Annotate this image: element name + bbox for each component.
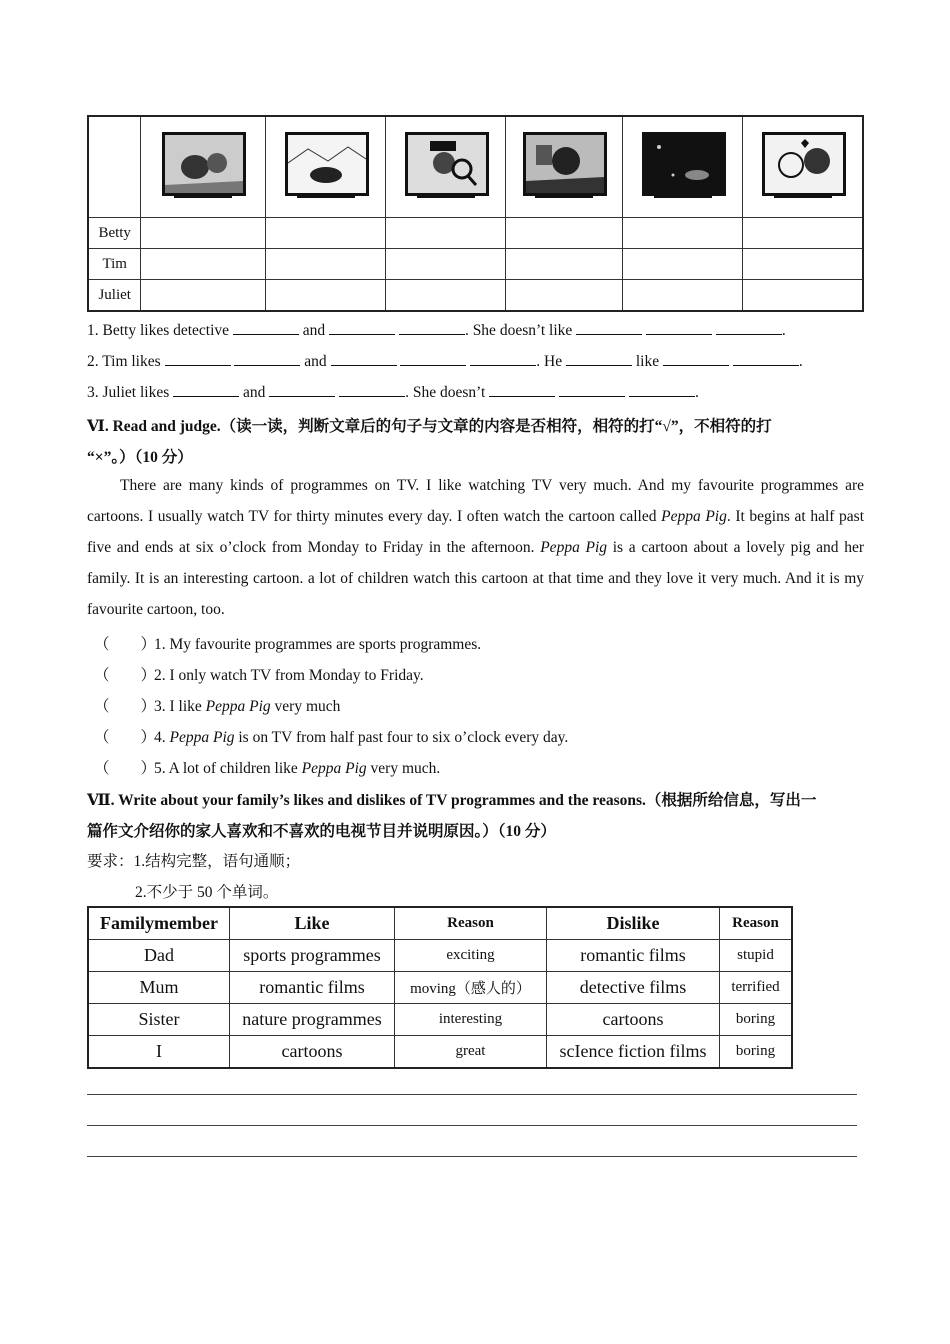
fill-in-line-3 [87, 383, 699, 402]
detective-tv-icon [403, 130, 489, 200]
blank[interactable] [566, 352, 632, 366]
romantic-tv-icon [760, 130, 846, 200]
picture-cell [266, 116, 386, 218]
row-name: Betty [88, 218, 141, 249]
tick-cell[interactable] [623, 249, 743, 280]
cell: detective films [547, 972, 720, 1004]
answer-paren[interactable]: （ ） [94, 636, 157, 653]
section-6-title-2: “×”。）（10 分） [87, 449, 193, 466]
blank[interactable] [329, 321, 395, 335]
answer-paren[interactable]: （ ） [94, 760, 157, 777]
table-row [88, 1004, 792, 1036]
text: . [798, 353, 803, 370]
section-7-title-2: 篇作文介绍你的家人喜欢和不喜欢的电视节目并说明原因。）（10 分） [87, 823, 556, 840]
text: 1. Betty likes detective [87, 322, 233, 339]
science-fiction-tv-icon [640, 130, 726, 200]
table-row [88, 940, 792, 972]
tick-cell[interactable] [506, 280, 623, 312]
question-text: 3. I like [154, 698, 206, 715]
tick-cell[interactable] [266, 280, 386, 312]
tick-cell[interactable] [141, 218, 266, 249]
picture-row [88, 116, 863, 218]
cell: sports programmes [230, 940, 395, 972]
text: like [632, 353, 663, 370]
tick-cell[interactable] [623, 218, 743, 249]
question-text: 2. I only watch TV from Monday to Friday. [154, 667, 424, 684]
cell: Sister [88, 1004, 230, 1036]
tick-cell[interactable] [386, 249, 506, 280]
title-italic: Peppa Pig [169, 729, 235, 746]
section-6-title-1: Ⅵ. Read and judge.（读一读，判断文章后的句子与文章的内容是否相符，相符的打“√”，不相符的打 [87, 418, 772, 435]
blank[interactable] [716, 321, 782, 335]
blank[interactable] [399, 321, 465, 335]
question-text: very much [270, 698, 341, 715]
table-row [88, 280, 863, 312]
requirement-1: 要求：1.结构完整，语句通顺； [87, 853, 301, 870]
question-4 [94, 725, 568, 747]
tick-cell[interactable] [266, 249, 386, 280]
blank[interactable] [339, 383, 405, 397]
cell: Dad [88, 940, 230, 972]
table-row [88, 972, 792, 1004]
tick-cell[interactable] [743, 218, 863, 249]
fill-in-line-2 [87, 352, 803, 371]
cartoon-tv-icon [160, 130, 246, 200]
section-7-title-1: Ⅶ. Write about your family’s likes and dislikes of TV programmes and the reasons.（根据所给信息，写出一 [87, 792, 817, 809]
nature-tv-icon [283, 130, 369, 200]
cell: Mum [88, 972, 230, 1004]
title-italic: Peppa Pig [301, 760, 367, 777]
cell: I [88, 1036, 230, 1069]
tick-cell[interactable] [386, 218, 506, 249]
text: . [781, 322, 786, 339]
question-text: 4. [154, 729, 170, 746]
table-row [88, 218, 863, 249]
tick-cell[interactable] [743, 249, 863, 280]
question-3 [94, 694, 340, 716]
blank[interactable] [234, 352, 300, 366]
reading-passage [87, 470, 864, 625]
fill-in-line-1 [87, 321, 786, 340]
text: . She doesn’t like [464, 322, 577, 339]
picture-cell [141, 116, 266, 218]
requirement-2: 2.不少于 50 个单词。 [135, 884, 279, 901]
cell: romantic films [547, 940, 720, 972]
tick-cell[interactable] [506, 218, 623, 249]
text: 2. Tim likes [87, 353, 165, 370]
cell: boring [720, 1004, 793, 1036]
text: . He [536, 353, 566, 370]
title-italic: Peppa Pig [540, 539, 608, 556]
column-header: Reason [395, 907, 547, 940]
blank[interactable] [576, 321, 642, 335]
writing-line[interactable] [87, 1156, 857, 1157]
blank[interactable] [663, 352, 729, 366]
question-text: 5. A lot of children like [154, 760, 302, 777]
column-header: Dislike [547, 907, 720, 940]
passage-text: is a cartoon about a lovely pig and her family. It is an interesting cartoon. a lot of children watch this cartoon at that time and they love it very much. And it is my favourite cartoon, too. [87, 539, 865, 618]
cell: nature programmes [230, 1004, 395, 1036]
title-italic: Peppa Pig [661, 508, 727, 525]
cell: moving（感人的） [395, 972, 547, 1004]
tick-cell[interactable] [743, 280, 863, 312]
picture-cell [743, 116, 863, 218]
picture-cell [623, 116, 743, 218]
tick-cell[interactable] [386, 280, 506, 312]
blank[interactable] [173, 383, 239, 397]
blank[interactable] [400, 352, 466, 366]
question-5 [94, 756, 440, 778]
question-2 [94, 663, 424, 685]
cell: boring [720, 1036, 793, 1069]
blank[interactable] [489, 383, 555, 397]
question-text: very much. [366, 760, 441, 777]
tv-programme-table [87, 115, 864, 312]
table-row [88, 249, 863, 280]
cell: cartoons [547, 1004, 720, 1036]
text: 3. Juliet likes [87, 384, 174, 401]
blank[interactable] [269, 383, 335, 397]
column-header: Reason [720, 907, 793, 940]
cell: romantic films [230, 972, 395, 1004]
cell: terrified [720, 972, 793, 1004]
row-name: Tim [88, 249, 141, 280]
table-row [88, 1036, 792, 1069]
writing-line[interactable] [87, 1094, 857, 1095]
blank[interactable] [233, 321, 299, 335]
blank[interactable] [646, 321, 712, 335]
tick-cell[interactable] [623, 280, 743, 312]
tick-cell[interactable] [141, 249, 266, 280]
sports-tv-icon [521, 130, 607, 200]
corner-cell [88, 116, 141, 218]
text: and [300, 353, 331, 370]
column-header: Familymember [88, 907, 230, 940]
answer-paren[interactable]: （ ） [94, 667, 157, 684]
column-header: Like [230, 907, 395, 940]
tick-cell[interactable] [141, 280, 266, 312]
cell: scIence fiction films [547, 1036, 720, 1069]
picture-cell [386, 116, 506, 218]
blank[interactable] [733, 352, 799, 366]
blank[interactable] [165, 352, 231, 366]
passage-text: There are many kinds of programmes on TV. I like watching TV very much. And my favourite programmes are cartoons. I usually watch TV for thirty minutes every day. I often watch the cartoon called [87, 477, 864, 525]
title-italic: Peppa Pig [205, 698, 271, 715]
answer-paren[interactable]: （ ） [94, 729, 157, 746]
family-table [87, 906, 793, 1069]
picture-cell [506, 116, 623, 218]
text: . [694, 384, 699, 401]
text: and [239, 384, 270, 401]
tick-cell[interactable] [506, 249, 623, 280]
blank[interactable] [470, 352, 536, 366]
passage-text: . It begins at half past five and ends at six o’clock from Monday to Friday in the afternoon. [87, 508, 864, 556]
question-text: 1. My favourite programmes are sports programmes. [154, 636, 482, 653]
cell: great [395, 1036, 547, 1069]
cell: stupid [720, 940, 793, 972]
header-row [88, 907, 792, 940]
question-text: is on TV from half past four to six o’clock every day. [234, 729, 569, 746]
blank[interactable] [559, 383, 625, 397]
cell: cartoons [230, 1036, 395, 1069]
blank[interactable] [331, 352, 397, 366]
blank[interactable] [629, 383, 695, 397]
writing-line[interactable] [87, 1125, 857, 1126]
question-1 [94, 632, 481, 654]
cell: interesting [395, 1004, 547, 1036]
answer-paren[interactable]: （ ） [94, 698, 157, 715]
text: . She doesn’t [405, 384, 490, 401]
text: and [298, 322, 330, 339]
cell: exciting [395, 940, 547, 972]
tick-cell[interactable] [266, 218, 386, 249]
row-name: Juliet [88, 280, 141, 312]
